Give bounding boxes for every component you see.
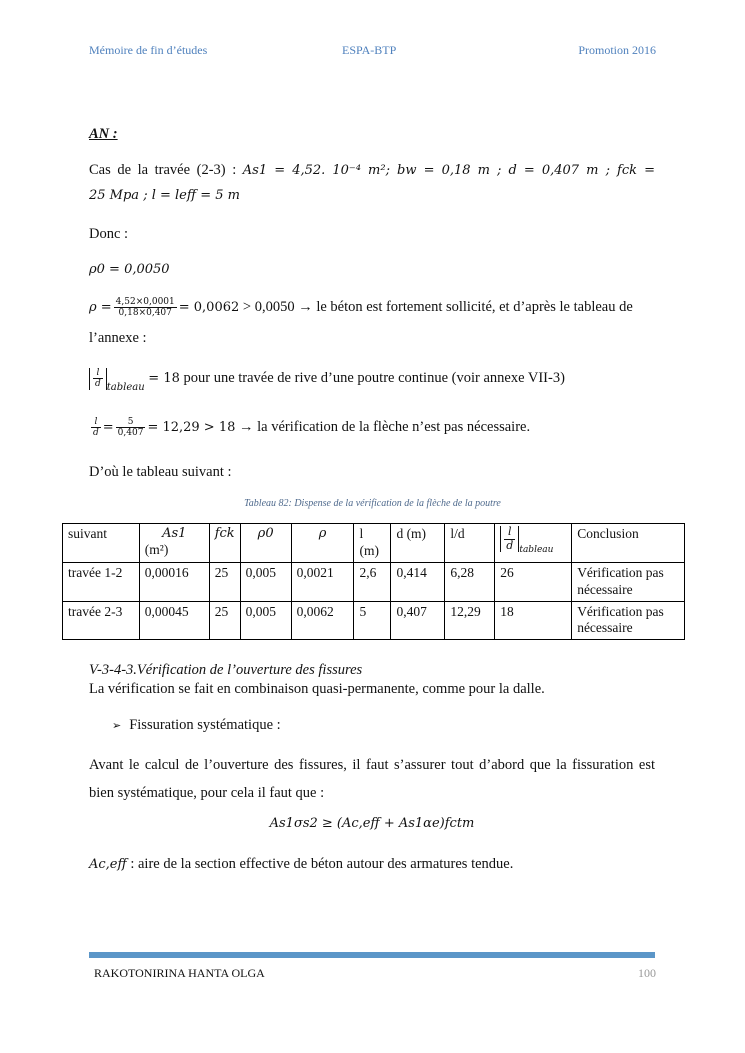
cell-rho: 0,0062 — [291, 601, 354, 640]
th-ld-tableau-l: l — [504, 526, 515, 540]
section-paragraph — [89, 752, 655, 807]
def-text: : aire de la section effective de béton autour des armatures tendue. — [130, 856, 514, 872]
cell-fck: 25 — [209, 562, 240, 601]
cell-ld: 12,29 — [445, 601, 495, 640]
rho-numerator: 4,52×0,0001 — [115, 297, 175, 307]
th-suivant: suivant — [63, 524, 140, 563]
ld-check-d: d — [93, 428, 99, 439]
table-header-row — [63, 524, 685, 563]
ld-tableau-sub: tableau — [106, 382, 145, 394]
th-as1-unit: (m²) — [144, 542, 169, 558]
ld-bracket — [89, 368, 107, 390]
th-l-symbol: l — [359, 526, 364, 541]
cell-rho0: 0,005 — [240, 562, 291, 601]
th-as1 — [139, 524, 209, 563]
cell-d: 0,407 — [391, 601, 445, 640]
bullet-text: Fissuration systématique : — [129, 717, 281, 733]
section-title: V-3-4-3.Vérification de l’ouverture des fissures — [89, 662, 363, 678]
bullet-item — [112, 716, 678, 735]
table-caption: Tableau 82: Dispense de la vérification de la flèche de la poutre — [244, 498, 501, 509]
rho-text-1: > 0,0050 → le béton est fortement sollicité, et d’après le tableau de — [242, 299, 633, 316]
case-paragraph — [89, 160, 655, 205]
th-l-unit: (m) — [359, 542, 379, 558]
rho-text-2: l’annexe : — [89, 329, 147, 346]
dou-text: D’où le tableau suivant : — [89, 464, 232, 480]
th-as1-symbol: As1 — [162, 526, 187, 541]
th-rho: ρ — [291, 524, 354, 563]
rho0-equation: ρ0 = 0,0050 — [89, 262, 170, 277]
ld-check-den: 0,407 — [117, 428, 144, 439]
header-right: Promotion 2016 — [578, 43, 656, 57]
case-label: Cas de la travée (2-3) : — [89, 162, 237, 178]
arrow-bullet-icon: ➢ — [112, 719, 122, 732]
fissure-formula: As1σs2 ≥ (Ac,eff + As1αe)fctm — [269, 816, 475, 831]
cell-as1: 0,00045 — [139, 601, 209, 640]
table-row — [63, 601, 685, 640]
cell-conclusion: Vérification pas nécessaire — [572, 601, 685, 640]
rho-prefix: ρ = — [89, 300, 112, 316]
cell-span: travée 1-2 — [63, 562, 140, 601]
th-rho0: ρ0 — [240, 524, 291, 563]
footer-rule — [89, 952, 655, 958]
rho-result: = 0,0062 — [178, 300, 240, 316]
th-fck: fck — [209, 524, 240, 563]
th-conclusion: Conclusion — [572, 524, 685, 563]
header-center: ESPA-BTP — [342, 43, 397, 57]
cell-ld-tableau: 26 — [495, 562, 572, 601]
cell-d: 0,414 — [391, 562, 445, 601]
cell-l: 2,6 — [354, 562, 391, 601]
ld-tableau-text: pour une travée de rive d’une poutre continue (voir annexe VII-3) — [183, 370, 565, 387]
ld-tableau-d: d — [95, 379, 101, 390]
cell-conclusion: Vérification pas nécessaire — [572, 562, 685, 601]
th-d: d (m) — [391, 524, 445, 563]
footer-page-number: 100 — [638, 966, 656, 980]
ld-check-text: → la vérification de la flèche n’est pas nécessaire. — [239, 419, 531, 436]
flèche-table — [62, 523, 685, 640]
ld-check-result: = 12,29 > 18 — [147, 420, 236, 436]
rho-fraction — [114, 297, 177, 319]
ld-tableau-l: l — [93, 368, 103, 379]
donc-text: Donc : — [89, 226, 129, 242]
case-math-2: 25 Mpa ; l = leff = 5 m — [89, 188, 240, 204]
th-ld: l/d — [445, 524, 495, 563]
th-l — [354, 524, 391, 563]
cell-ld-tableau: 18 — [495, 601, 572, 640]
ld-check-num: 5 — [116, 417, 146, 428]
rho-paragraph — [89, 297, 655, 348]
section-para-1: Avant le calcul de l’ouverture des fissures, il faut s’assurer tout d’abord que la fissuration est — [89, 757, 655, 773]
header-left: Mémoire de fin d’études — [89, 43, 208, 57]
th-ld-tableau-sub: tableau — [519, 545, 554, 556]
cell-fck: 25 — [209, 601, 240, 640]
ld-check-l: l — [91, 417, 101, 428]
cell-rho0: 0,005 — [240, 601, 291, 640]
ld-check-eq: = — [102, 420, 114, 436]
ld-check-line — [89, 417, 655, 439]
footer-author: RAKOTONIRINA HANTA OLGA — [94, 966, 265, 980]
def-symbol: Ac,eff — [89, 857, 127, 872]
section-para-2: bien systématique, pour cela il faut que : — [89, 784, 325, 801]
cell-ld: 6,28 — [445, 562, 495, 601]
table-row — [63, 562, 685, 601]
cell-span: travée 2-3 — [63, 601, 140, 640]
ld-tableau-line — [89, 368, 655, 394]
ld-tableau-eq: = 18 — [148, 371, 180, 387]
an-title: AN : — [89, 126, 118, 142]
cell-as1: 0,00016 — [139, 562, 209, 601]
cell-l: 5 — [354, 601, 391, 640]
section-intro: La vérification se fait en combinaison quasi-permanente, comme pour la dalle. — [89, 681, 545, 697]
definition-line — [89, 855, 655, 874]
rho-denominator: 0,18×0,407 — [118, 308, 172, 319]
th-ld-tableau — [495, 524, 572, 563]
th-ld-tableau-d: d — [506, 538, 514, 552]
case-math-1: As1 = 4,52. 10⁻⁴ m²; bw = 0,18 m ; d = 0,407 m ; fck = — [242, 163, 655, 178]
cell-rho: 0,0021 — [291, 562, 354, 601]
